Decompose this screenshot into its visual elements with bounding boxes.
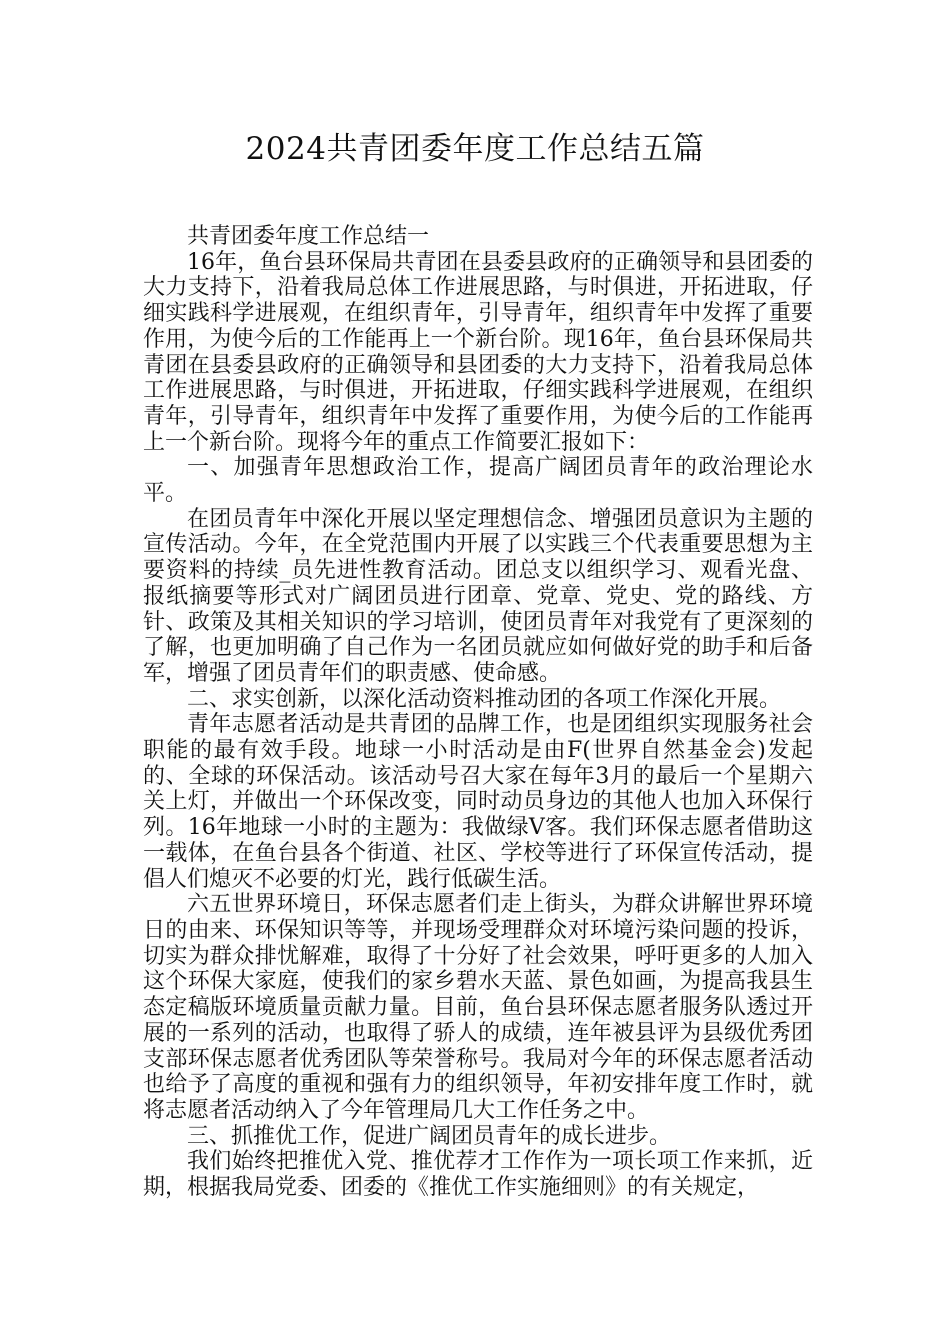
document-title: 2024共青团委年度工作总结五篇 xyxy=(245,131,705,167)
intro-paragraph: 16年，鱼台县环保局共青团在县委县政府的正确领导和县团委的大力支持下，沿着我局总体工作进展思路，与时俱进，开拓进取，仔细实践科学进展观，在组织青年，引导青年，组织青年中发挥了重要作用，为使今后的工作能再上一个新台阶。现16年，鱼台县环保局共青团在县委县政府的正确领导和县团委的大力支持下，沿着我局总体工作进展思路，与时俱进，开拓进取，仔细实践科学进展观，在组织青年，引导青年，组织青年中发挥了重要作用，为使今后的工作能再上一个新台阶。现将今年的重点工作简要汇报如下： xyxy=(143,249,813,455)
paragraph-political-education: 在团员青年中深化开展以坚定理想信念、增强团员意识为主题的宣传活动。今年，在全党范围内开展了以实践三个代表重要思想为主要资料的持续_员先进性教育活动。团总支以组织学习、观看光盘、报纸摘要等形式对广阔团员进行团章、党章、党史、党的路线、方针、政策及其相关知识的学习培训，使团员青年对我党有了更深刻的了解，也更加明确了自己作为一名团员就应如何做好党的助手和后备军，增强了团员青年们的职责感、使命感。 xyxy=(143,506,813,686)
heading-one: 一、加强青年思想政治工作，提高广阔团员青年的政治理论水平。 xyxy=(143,455,813,507)
paragraph-volunteer-activities: 青年志愿者活动是共青团的品牌工作，也是团组织实现服务社会职能的最有效手段。地球一小时活动是由F(世界自然基金会)发起的、全球的环保活动。该活动号召大家在每年3月的最后一个星期六关上灯，并做出一个环保改变，同时动员身边的其他人也加入环保行列。16年地球一小时的主题为：我做绿V客。我们环保志愿者借助这一载体，在鱼台县各个街道、社区、学校等进行了环保宣传活动，提倡人们熄灭不必要的灯光，践行低碳生活。 xyxy=(143,712,813,892)
document-body xyxy=(143,224,813,1201)
heading-two: 二、求实创新，以深化活动资料推动团的各项工作深化开展。 xyxy=(187,686,782,712)
paragraph-recommendation: 我们始终把推优入党、推优荐才工作作为一项长项工作来抓，近期，根据我局党委、团委的《推优工作实施细则》的有关规定， xyxy=(143,1149,813,1201)
heading-three: 三、抓推优工作，促进广阔团员青年的成长进步。 xyxy=(187,1123,672,1149)
section-heading-1: 共青团委年度工作总结一 xyxy=(187,224,430,249)
paragraph-environment-day: 六五世界环境日，环保志愿者们走上街头，为群众讲解世界环境日的由来、环保知识等等，并现场受理群众对环境污染问题的投诉，切实为群众排忧解难，取得了十分好了社会效果，呼吁更多的人加入这个环保大家庭，使我们的家乡碧水天蓝、景色如画，为提高我县生态定稿版环境质量贡献力量。目前，鱼台县环保志愿者服务队透过开展的一系列的活动，也取得了骄人的成绩，连年被县评为县级优秀团支部环保志愿者优秀团队等荣誉称号。我局对今年的环保志愿者活动也给予了高度的重视和强有力的组织领导，年初安排年度工作时，就将志愿者活动纳入了今年管理局几大工作任务之中。 xyxy=(143,892,813,1123)
